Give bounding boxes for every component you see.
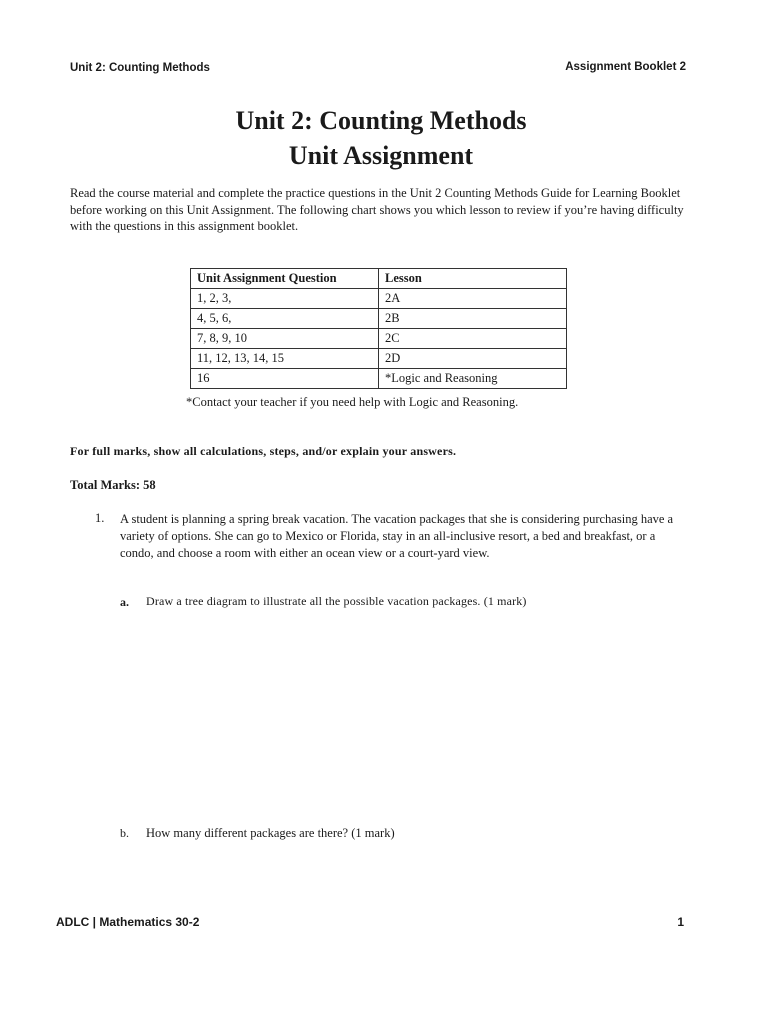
question-1b-label: b. (120, 826, 129, 840)
total-marks: Total Marks: 58 (70, 478, 156, 492)
page-title: Unit 2: Counting Methods (235, 106, 527, 135)
table-cell-question: 7, 8, 9, 10 (191, 329, 379, 349)
footer-page-number: 1 (677, 915, 684, 929)
intro-paragraph: Read the course material and complete the practice questions in the Unit 2 Counting Methods Guide for Learning Booklet before working on this Unit Assignment. The following chart shows you which lesson to review if you’re having difficulty with the questions in this assignment booklet. (70, 186, 684, 233)
table-row (191, 329, 567, 349)
table-cell-lesson: 2B (379, 309, 567, 329)
table-header-lesson: Lesson (379, 269, 567, 289)
table-footnote: *Contact your teacher if you need help with Logic and Reasoning. (186, 395, 519, 409)
question-1a-text: Draw a tree diagram to illustrate all the possible vacation packages. (1 mark) (146, 594, 527, 608)
header-booklet-title: Assignment Booklet 2 (565, 61, 686, 73)
lesson-reference-table (190, 268, 567, 389)
table-row (191, 369, 567, 389)
table-header-row (191, 269, 567, 289)
question-1b-text: How many different packages are there? (1 mark) (146, 826, 395, 840)
table-row (191, 309, 567, 329)
table-cell-lesson: 2C (379, 329, 567, 349)
table-cell-question: 1, 2, 3, (191, 289, 379, 309)
table-row (191, 289, 567, 309)
table-cell-question: 16 (191, 369, 379, 389)
question-1-number: 1. (95, 511, 105, 525)
table-cell-lesson: 2D (379, 349, 567, 369)
footer-course: ADLC | Mathematics 30-2 (56, 915, 200, 929)
question-1a-label: a. (120, 595, 129, 609)
table-row (191, 349, 567, 369)
table-cell-lesson: *Logic and Reasoning (379, 369, 567, 389)
table-cell-lesson: 2A (379, 289, 567, 309)
page-subtitle: Unit Assignment (288, 141, 474, 170)
table-header-question: Unit Assignment Question (191, 269, 379, 289)
instructions-text: For full marks, show all calculations, steps, and/or explain your answers. (70, 444, 457, 458)
table-cell-question: 4, 5, 6, (191, 309, 379, 329)
question-1-text: A student is planning a spring break vacation. The vacation packages that she is considering purchasing have a variety of options. She can go to Mexico or Florida, stay in an all-inclusive resort, a bed and breakfast, or a condo, and choose a room with either an ocean view or a court-yard view. (120, 512, 674, 560)
table-cell-question: 11, 12, 13, 14, 15 (191, 349, 379, 369)
header-unit-title: Unit 2: Counting Methods (70, 62, 210, 74)
